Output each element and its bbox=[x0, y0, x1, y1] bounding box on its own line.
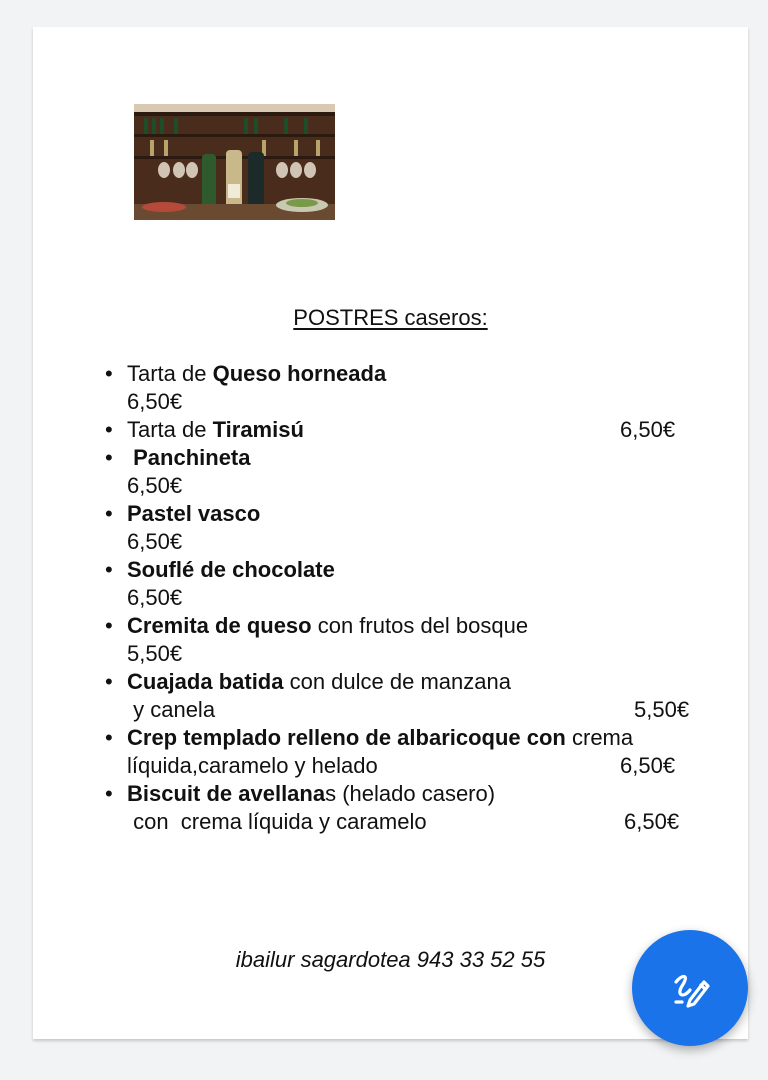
menu-item-name: Tarta de Tiramisú bbox=[127, 417, 304, 442]
edit-fab-button[interactable] bbox=[632, 930, 748, 1046]
menu-item-price: 6,50€ bbox=[127, 585, 183, 610]
menu-item-price: 6,50€ bbox=[127, 529, 183, 554]
restaurant-photo bbox=[134, 104, 335, 220]
menu-item-desc: líquida,caramelo y helado bbox=[127, 753, 378, 778]
menu-item-price: 5,50€ bbox=[634, 697, 690, 722]
document-page bbox=[33, 27, 748, 1039]
menu-item-name: Biscuit de avellanas (helado casero) bbox=[127, 781, 496, 806]
menu-item-price: 6,50€ bbox=[624, 809, 680, 834]
menu-item-price: 5,50€ bbox=[127, 641, 183, 666]
menu-item-price: 6,50€ bbox=[620, 417, 676, 442]
bullet: • bbox=[105, 613, 113, 638]
bullet: • bbox=[105, 669, 113, 694]
bullet: • bbox=[105, 361, 113, 386]
menu-item-name: Souflé de chocolate bbox=[127, 557, 335, 582]
bullet: • bbox=[105, 501, 113, 526]
menu-item-name: Cuajada batida con dulce de manzana bbox=[127, 669, 511, 694]
draw-pen-icon bbox=[668, 966, 712, 1010]
bullet: • bbox=[105, 417, 113, 442]
menu-item-price: 6,50€ bbox=[127, 473, 183, 498]
bullet: • bbox=[105, 557, 113, 582]
menu-item-desc: y canela bbox=[127, 697, 216, 722]
menu-item-price: 6,50€ bbox=[127, 389, 183, 414]
bullet: • bbox=[105, 781, 113, 806]
menu-item-name: Crep templado relleno de albaricoque con crema bbox=[127, 725, 634, 750]
menu-item-name: Panchineta bbox=[133, 445, 251, 470]
menu-heading: POSTRES caseros: bbox=[293, 305, 488, 330]
bullet: • bbox=[105, 445, 113, 470]
footer-contact: ibailur sagardotea 943 33 52 55 bbox=[235, 947, 546, 972]
menu-item-name: Cremita de queso con frutos del bosque bbox=[127, 613, 529, 638]
menu-item-desc: con crema líquida y caramelo bbox=[127, 809, 427, 834]
menu-item-price: 6,50€ bbox=[620, 753, 676, 778]
bullet: • bbox=[105, 725, 113, 750]
menu-item-name: Tarta de Queso horneada bbox=[127, 361, 387, 386]
menu-item-name: Pastel vasco bbox=[127, 501, 261, 526]
